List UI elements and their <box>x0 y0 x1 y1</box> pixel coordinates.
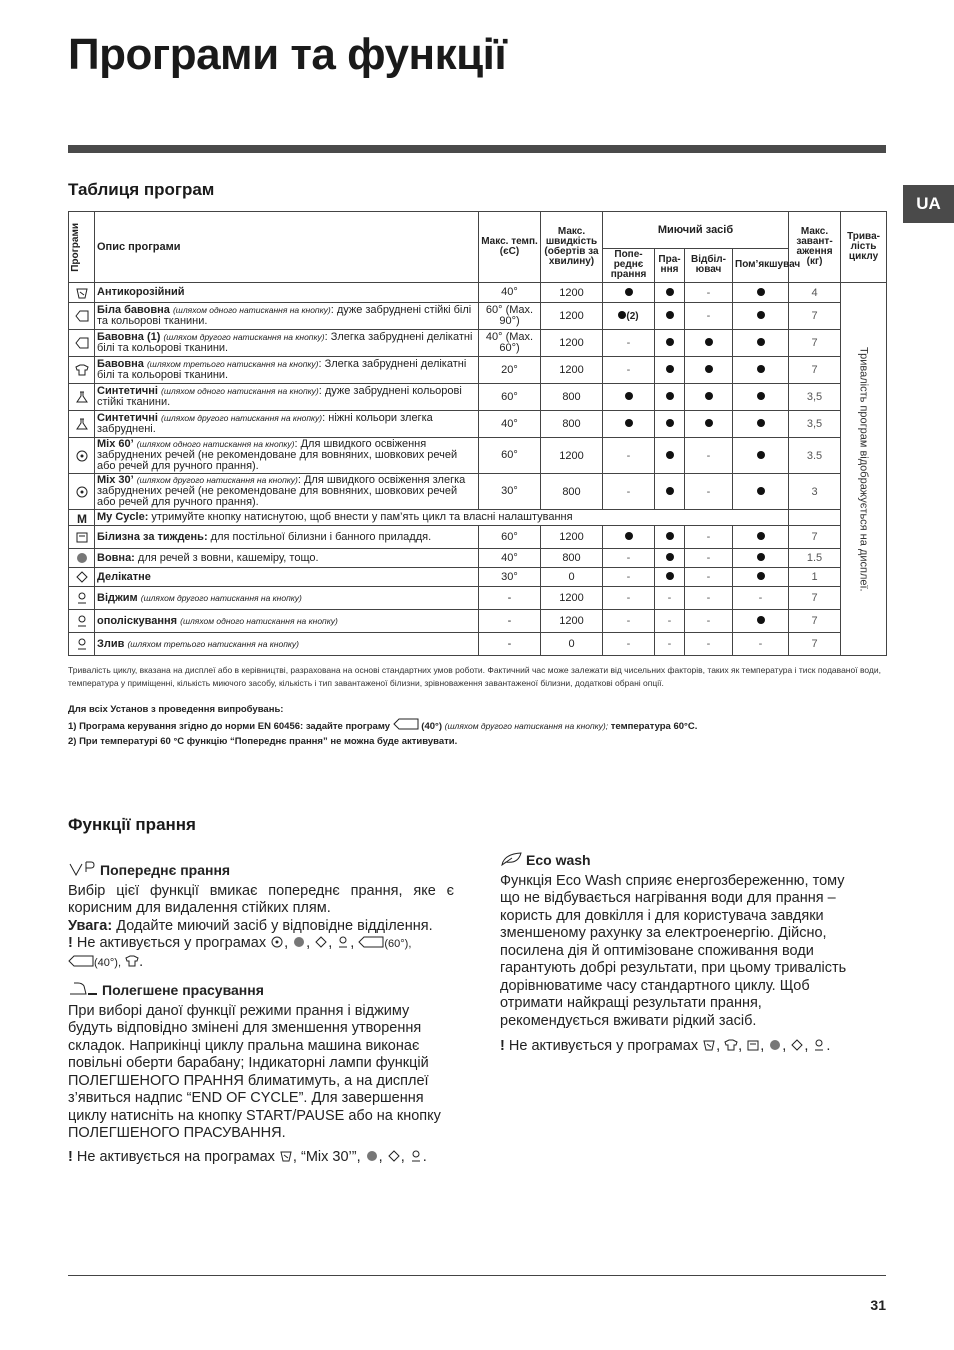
table-row <box>69 549 887 568</box>
program-icon-cell <box>69 474 95 510</box>
shirt-icon <box>393 718 419 730</box>
soft-cell <box>733 384 789 411</box>
prewash-na: Не активується у програмах <box>76 935 267 951</box>
program-icon-cell <box>69 587 95 610</box>
wash-cell <box>655 411 685 438</box>
soft-cell <box>733 568 789 587</box>
filled-dot <box>757 451 765 459</box>
pre-cell <box>603 411 655 438</box>
program-hint: (шляхом другого натискання на кнопку) <box>140 592 302 603</box>
test-note-1-temp: (40°) <box>421 721 442 732</box>
functions-left-column: Попереднє прання Вибір цієї функції вмикає попереднє прання, яке є корисним для видалення стійких плям. Увага: Додайте миючий засіб у відповідне відділення. ! Не активується у програмах , , , , (60°), (40°), . Полегшене прасування При виборі даної функції режими прання і віджиму будуть відповідно змінені для зменшення утворення складок. Наприкінці циклу пральна машина виконає повільні оберти барабану; Індикаторні лампи функцій ПОЛЕГШЕНОГО ПРАННЯ блиматимуть, а на дисплеї з’явиться надпис “END OF CYCLE”. Для завершення циклу натисніть на кнопку START/PAUSE або на кнопку ПОЛЕГШЕНОГО ПРАСУВАННЯ. ! Не активується на програмах , “Mix 30’”, , , . <box>68 862 454 1165</box>
program-hint: (шляхом другого натискання на кнопку) <box>163 332 325 342</box>
max-load-cell: 7 <box>789 303 841 330</box>
max-temp-cell: 30° <box>479 474 541 510</box>
anti-stain-icon <box>702 1039 716 1051</box>
program-name: Синтетичні <box>97 412 158 424</box>
max-speed-cell: 1200 <box>541 526 603 549</box>
wash-cell <box>655 357 685 384</box>
max-load-cell: 7 <box>789 633 841 656</box>
pre-cell <box>603 526 655 549</box>
program-details: : ніжні кольори злегка забруднені. <box>97 412 433 435</box>
max-load-cell: 7 <box>789 526 841 549</box>
table-row <box>69 411 887 438</box>
pre-cell: - <box>603 633 655 656</box>
col-bleach: Відбіл-ювач <box>685 248 733 283</box>
filled-dot <box>666 532 674 540</box>
shirt-icon <box>75 337 89 349</box>
max-speed-cell: 1200 <box>541 587 603 610</box>
max-speed-cell: 1200 <box>541 303 603 330</box>
test-note-1-text: 1) Програма керування згідно до норми EN 60456: задайте програму <box>68 721 391 732</box>
program-details: для постільної білизни і банного приладдя. <box>207 530 432 543</box>
max-temp-cell: 60° (Max. 90°) <box>479 303 541 330</box>
language-tab: UA <box>903 185 954 223</box>
program-icon-cell <box>69 283 95 303</box>
wool-icon <box>75 552 89 564</box>
program-icon-cell <box>69 330 95 357</box>
filled-dot <box>757 419 765 427</box>
program-name: Антикорозійний <box>97 286 185 298</box>
filled-dot <box>757 392 765 400</box>
program-icon-cell <box>69 357 95 384</box>
prewash-warning-label: Увага: <box>68 917 113 934</box>
max-temp-cell: 40° (Max. 60°) <box>479 330 541 357</box>
delicate-icon <box>790 1039 804 1051</box>
filled-dot <box>666 419 674 427</box>
svg-text:M: M <box>76 511 87 524</box>
wash-cell <box>655 303 685 330</box>
table-row <box>69 633 887 656</box>
pre-cell <box>603 384 655 411</box>
program-description <box>95 526 479 549</box>
filled-dot <box>705 365 713 373</box>
soft-cell: - <box>733 587 789 610</box>
table-row <box>69 384 887 411</box>
program-description <box>95 357 479 384</box>
table-row <box>69 357 887 384</box>
soft-cell <box>733 283 789 303</box>
duration-cell <box>841 283 887 656</box>
tshirt-icon <box>724 1039 738 1051</box>
max-load-cell: 3,5 <box>789 411 841 438</box>
prewash-na-60: (60°), <box>384 938 412 950</box>
max-temp-cell: 60° <box>479 438 541 474</box>
filled-dot <box>757 532 765 540</box>
max-speed-cell: 0 <box>541 568 603 587</box>
program-icon-cell <box>69 384 95 411</box>
flask-icon <box>75 418 89 430</box>
program-name: Віджим <box>97 591 138 604</box>
col-prewash: Попе-реднє прання <box>603 248 655 283</box>
max-temp-cell: 40° <box>479 549 541 568</box>
bleach-cell: - <box>685 610 733 633</box>
pre-cell: - <box>603 610 655 633</box>
exclamation: ! <box>68 1148 73 1165</box>
max-temp-cell: 20° <box>479 357 541 384</box>
filled-dot <box>705 392 713 400</box>
delicate-icon <box>314 936 328 948</box>
max-temp-cell: 30° <box>479 568 541 587</box>
eco-title: Eco wash <box>526 852 591 868</box>
wool-icon <box>768 1039 782 1051</box>
table-row <box>69 526 887 549</box>
bleach-cell <box>685 357 733 384</box>
col-description: Опис програми <box>95 212 479 283</box>
program-details: : дуже забруднені кольорові стійкі тканини. <box>97 385 462 408</box>
linen-icon <box>746 1039 760 1051</box>
prewash-icon <box>68 860 96 876</box>
max-load-cell: 7 <box>789 610 841 633</box>
bleach-cell: - <box>685 474 733 510</box>
wash-cell <box>655 568 685 587</box>
filled-dot <box>666 338 674 346</box>
spin-icon <box>75 615 89 627</box>
program-details: : Злегка забруднені делікатні білі та кольорові тканини. <box>97 331 473 354</box>
bleach-cell: - <box>685 587 733 610</box>
bleach-cell <box>685 384 733 411</box>
max-temp-cell: - <box>479 587 541 610</box>
filled-dot <box>666 311 674 319</box>
ironing-title: Полегшене прасування <box>102 982 264 998</box>
soft-cell <box>733 411 789 438</box>
table-row <box>69 438 887 474</box>
filled-dot <box>757 365 765 373</box>
col-max-temp: Макс. темп. (єС) <box>479 212 541 283</box>
program-name: ополіскування <box>97 614 178 627</box>
anti-stain-icon <box>279 1150 293 1162</box>
filled-dot <box>666 451 674 459</box>
ironing-na: Не активується на програмах <box>76 1148 275 1165</box>
program-description <box>95 283 479 303</box>
col-wash: Пра-ння <box>655 248 685 283</box>
col-softener: Пом’якшувач <box>733 248 789 283</box>
program-hint: (шляхом третього натискання на кнопку) <box>127 638 299 649</box>
program-icon-cell <box>69 526 95 549</box>
tshirt-icon <box>125 955 139 967</box>
max-speed-cell: 0 <box>541 633 603 656</box>
col-max-speed: Макс. швидкість (обертів за хвилину) <box>541 212 603 283</box>
max-speed-cell: 800 <box>541 411 603 438</box>
eco-text: Функція Eco Wash сприяє енергозбереженню, тому що не відбувається нагрівання води для прання – користь для довкілля і для користувача завдяки зменшеному рахунку за електроенергію. Дійсно, посилена дія й оптимізоване споживання води гарантують добрі результати, при цьому тривалість дорівнюватиме часу стандартного циклу. Щоб отримати найкращі результати прання, рекомендується вживати рідкий засіб. <box>500 872 847 1029</box>
program-description <box>95 438 479 474</box>
wash-cell: - <box>655 610 685 633</box>
filled-dot <box>625 288 633 296</box>
filled-dot <box>625 532 633 540</box>
program-description <box>95 510 789 526</box>
bleach-cell <box>685 411 733 438</box>
filled-dot <box>757 553 765 561</box>
linen-icon <box>75 531 89 543</box>
program-description <box>95 474 479 510</box>
soft-cell <box>733 474 789 510</box>
soft-cell <box>733 549 789 568</box>
duration-note: Тривалість програм відображується на дисплеї. <box>857 346 870 592</box>
table-row <box>69 610 887 633</box>
program-description <box>95 633 479 656</box>
max-load-cell: 1.5 <box>789 549 841 568</box>
max-speed-cell: 800 <box>541 474 603 510</box>
program-details: утримуйте кнопку натиснутою, щоб внести у пам’ять цикл та власні налаштування <box>148 511 573 523</box>
bleach-cell: - <box>685 526 733 549</box>
max-speed-cell: 1200 <box>541 330 603 357</box>
delicate-icon <box>387 1150 401 1162</box>
mix30-icon <box>75 486 89 498</box>
soft-cell: - <box>733 633 789 656</box>
pre-cell <box>603 283 655 303</box>
spin-icon <box>812 1039 826 1051</box>
program-hint: (шляхом одного натискання на кнопку) <box>172 305 331 315</box>
footer-line <box>68 1275 886 1276</box>
program-description <box>95 610 479 633</box>
prewash-text: Вибір цієї функції вмикає попереднє прання, яке є корисним для видалення стійких плям. <box>68 882 454 916</box>
functions-title: Функції прання <box>68 815 196 834</box>
program-name: Злив <box>97 637 125 650</box>
filled-dot <box>666 288 674 296</box>
mix60-icon <box>75 450 89 462</box>
filled-dot <box>705 338 713 346</box>
page-title: Програми та функції <box>68 30 507 79</box>
program-name: Mix 30’ <box>97 474 134 486</box>
bleach-cell: - <box>685 303 733 330</box>
max-temp-cell: - <box>479 633 541 656</box>
wash-cell <box>655 549 685 568</box>
spin-icon <box>409 1150 423 1162</box>
pre-cell: - <box>603 357 655 384</box>
max-load-cell: 7 <box>789 587 841 610</box>
pre-cell <box>603 303 655 330</box>
program-details: для речей з вовни, кашеміру, тощо. <box>134 551 319 564</box>
soft-cell <box>733 357 789 384</box>
filled-dot <box>666 365 674 373</box>
max-temp-cell: 40° <box>479 283 541 303</box>
pre-cell: - <box>603 474 655 510</box>
program-name: Бавовна (1) <box>97 331 161 343</box>
functions-right-column: Eco wash Функція Eco Wash сприяє енергозбереженню, тому що не відбувається нагрівання води для прання – користь для довкілля і для користувача завдяки зменшеному рахунку за електроенергію. Дійсно, посилена дія й оптимізоване споживання води гарантують добрі результати, при цьому тривалість дорівнюватиме часу стандартного циклу. Щоб отримати найкращі результати прання, рекомендується вживати рідкий засіб. ! Не активується у програмах , , , , , . <box>500 852 866 1056</box>
program-icon-cell <box>69 438 95 474</box>
wash-cell <box>655 438 685 474</box>
table-row <box>69 510 887 526</box>
wash-cell: - <box>655 587 685 610</box>
program-hint: (шляхом третього натискання на кнопку) <box>146 359 319 369</box>
program-description <box>95 330 479 357</box>
wash-cell <box>655 474 685 510</box>
program-details: : Злегка забруднені делікатні білі та кольорові тканини. <box>97 358 467 381</box>
program-name: Синтетичні <box>97 385 158 397</box>
filled-dot <box>625 392 633 400</box>
table-row <box>69 587 887 610</box>
test-note-1 <box>68 718 697 735</box>
program-hint: (шляхом одного натискання на кнопку) <box>136 439 295 449</box>
prewash-na-40: (40°), <box>94 956 122 969</box>
program-hint: (шляхом другого натискання на кнопку) <box>161 413 323 423</box>
soft-cell <box>733 438 789 474</box>
filled-dot <box>625 419 633 427</box>
filled-dot <box>757 616 765 624</box>
filled-dot <box>666 553 674 561</box>
soft-cell <box>733 610 789 633</box>
pre-cell: - <box>603 330 655 357</box>
footnote-ref: (2) <box>626 311 639 322</box>
shirt-icon <box>68 955 94 967</box>
program-hint: (шляхом одного натискання на кнопку) <box>180 615 338 626</box>
col-duration: Трива-лість циклу <box>841 212 887 283</box>
program-name: Вовна: <box>97 551 135 564</box>
table-row <box>69 303 887 330</box>
exclamation: ! <box>500 1038 505 1054</box>
pre-cell: - <box>603 438 655 474</box>
anti-stain-icon <box>75 287 89 299</box>
test-note-1-temperature: температура 60°C. <box>610 721 698 732</box>
max-speed-cell: 1200 <box>541 438 603 474</box>
filled-dot <box>666 487 674 495</box>
max-temp-cell: 60° <box>479 384 541 411</box>
program-name: My Cycle: <box>97 511 149 523</box>
program-icon-cell <box>69 610 95 633</box>
soft-cell <box>733 330 789 357</box>
spin-icon <box>336 936 350 948</box>
program-icon-cell <box>69 549 95 568</box>
max-speed-cell: 800 <box>541 549 603 568</box>
ironing-na-mix: “Mix 30’”, <box>300 1148 361 1165</box>
easy-iron-icon <box>68 982 98 996</box>
max-load-cell: 4 <box>789 283 841 303</box>
max-speed-cell: 1200 <box>541 357 603 384</box>
bleach-cell <box>685 330 733 357</box>
filled-dot <box>757 288 765 296</box>
prewash-warning-text: Додайте миючий засіб у відповідне відділення. <box>116 917 433 934</box>
ironing-text: При виборі даної функції режими прання і віджиму будуть відповідно змінені для зменшення утворення складок. Наприкінці циклу пральна машина виконає повільні оберти барабану; Індикаторні лампи функцій ПОЛЕГШЕНОГО ПРАННЯ блиматимуть, а на дисплеї з’явиться надпис “END OF CYCLE”. Для завершення циклу натисніть на кнопку START/PAUSE або на кнопку ПОЛЕГШЕНОГО ПРАСУВАННЯ. <box>68 1002 441 1141</box>
page-number: 31 <box>870 1297 886 1313</box>
program-icon-cell <box>69 633 95 656</box>
wash-cell <box>655 526 685 549</box>
max-speed-cell: 800 <box>541 384 603 411</box>
pre-cell: - <box>603 587 655 610</box>
filled-dot <box>705 419 713 427</box>
shirt-icon <box>358 936 384 948</box>
program-icon-cell <box>69 411 95 438</box>
program-description <box>95 384 479 411</box>
program-description <box>95 587 479 610</box>
delicate-icon <box>75 571 89 583</box>
exclamation: ! <box>68 935 73 951</box>
max-temp-cell: 40° <box>479 411 541 438</box>
program-details: : Для швидкого освіження злегка забруднених речей (не рекомендоване для вовняних, шовкових речей або речей для ручного прання). <box>97 474 466 508</box>
wash-cell <box>655 330 685 357</box>
bleach-cell: - <box>685 438 733 474</box>
max-load-cell: 7 <box>789 357 841 384</box>
max-speed-cell: 1200 <box>541 283 603 303</box>
mix-icon <box>270 936 284 948</box>
table-row <box>69 568 887 587</box>
program-description <box>95 549 479 568</box>
pre-cell: - <box>603 568 655 587</box>
tshirt-icon <box>75 364 89 376</box>
program-icon-cell <box>69 568 95 587</box>
wool-icon <box>365 1150 379 1162</box>
wash-cell: - <box>655 633 685 656</box>
eco-na: Не активується у програмах <box>508 1038 699 1054</box>
title-bar <box>68 145 886 153</box>
bleach-cell: - <box>685 283 733 303</box>
bleach-cell: - <box>685 568 733 587</box>
table-row <box>69 283 887 303</box>
max-speed-cell: 1200 <box>541 610 603 633</box>
program-details: : дуже забруднені стійкі білі та кольорові тканини. <box>97 304 472 327</box>
prewash-title: Попереднє прання <box>100 862 231 878</box>
test-institutes: Для всіх Установ з проведення випробувань: <box>68 704 284 715</box>
filled-dot <box>666 392 674 400</box>
pre-cell: - <box>603 549 655 568</box>
table-row <box>69 474 887 510</box>
program-name: Делікатне <box>97 570 151 583</box>
spin-icon <box>75 592 89 604</box>
col-detergent: Миючий засіб <box>603 212 789 249</box>
table-row <box>69 330 887 357</box>
test-note-2: 2) При температурі 60 °C функцію “Попереднє прання” не можна буде активувати. <box>68 736 458 747</box>
max-temp-cell: - <box>479 610 541 633</box>
program-hint: (шляхом другого натискання на кнопку) <box>136 475 298 485</box>
bleach-cell: - <box>685 633 733 656</box>
max-load-cell: 3,5 <box>789 384 841 411</box>
programs-table <box>68 211 887 656</box>
filled-dot <box>757 338 765 346</box>
wool-icon <box>292 936 306 948</box>
filled-dot <box>757 572 765 580</box>
program-name: Mix 60’ <box>97 438 134 450</box>
shirt-icon <box>75 310 89 322</box>
col-programs: Програми <box>70 222 81 272</box>
max-load-cell: 7 <box>789 330 841 357</box>
wash-cell <box>655 384 685 411</box>
program-name: Біла бавовна <box>97 304 170 316</box>
leaf-icon <box>500 852 522 866</box>
table-title: Таблиця програм <box>68 180 215 199</box>
program-name: Білизна за тиждень: <box>97 530 208 543</box>
load-cell-empty <box>789 510 841 526</box>
program-description <box>95 568 479 587</box>
max-load-cell: 3 <box>789 474 841 510</box>
col-max-load: Макс. завант-аження (кг) <box>789 212 841 283</box>
filled-dot <box>757 311 765 319</box>
wash-cell <box>655 283 685 303</box>
soft-cell <box>733 303 789 330</box>
spin-icon <box>75 638 89 650</box>
flask-icon <box>75 391 89 403</box>
program-hint: (шляхом одного натискання на кнопку) <box>161 386 319 396</box>
bleach-cell: - <box>685 549 733 568</box>
max-load-cell: 3.5 <box>789 438 841 474</box>
program-details: : Для швидкого освіження забруднених речей (не рекомендоване для вовняних, шовкових речей або речей для ручного прання). <box>97 438 458 472</box>
max-load-cell: 1 <box>789 568 841 587</box>
program-description <box>95 411 479 438</box>
table-footnote: Тривалість циклу, вказана на дисплеї або в керівництві, разрахована на основі стандартних умов роботи. Фактичний час може залежати від чисельних факторів, таких як температура і тиск подаваної води, температура у приміщенні, кількість миючого засобу, кількість і тип завантаженої білизни, зрівноваження завантаженої білизни, додаткові обрані опції. <box>68 665 881 688</box>
test-note-1-hint: (шляхом другого натискання на кнопку); <box>444 721 609 731</box>
m-icon <box>75 512 89 524</box>
program-name: Бавовна <box>97 358 144 370</box>
max-temp-cell: 60° <box>479 526 541 549</box>
program-description <box>95 303 479 330</box>
program-icon-cell <box>69 303 95 330</box>
soft-cell <box>733 526 789 549</box>
filled-dot <box>757 487 765 495</box>
program-icon-cell <box>69 510 95 526</box>
filled-dot <box>666 572 674 580</box>
